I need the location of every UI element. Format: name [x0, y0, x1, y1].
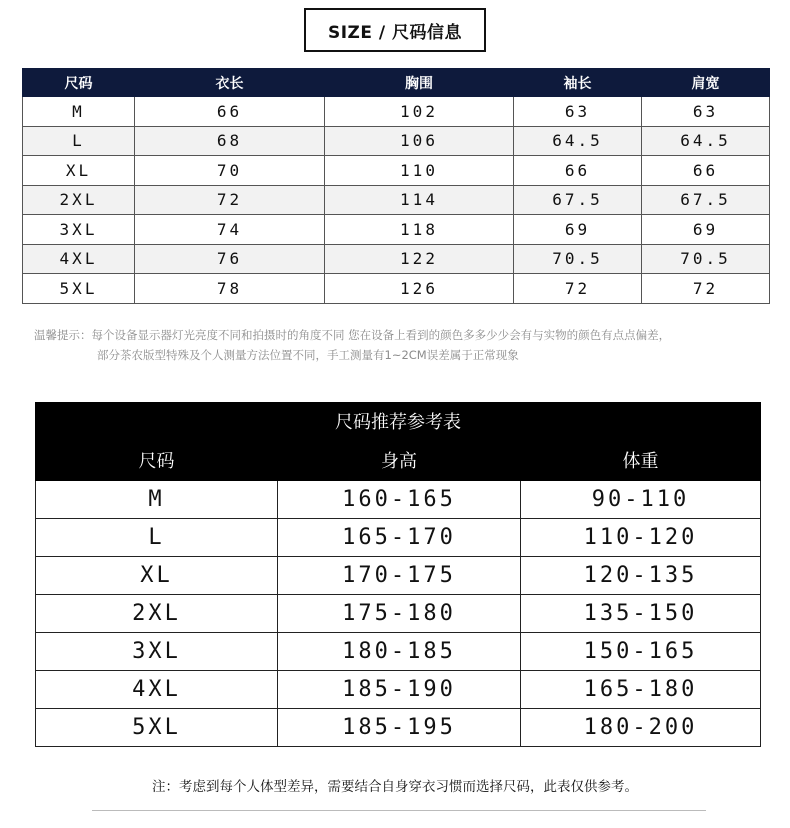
header-shoulder: 肩宽	[642, 69, 770, 97]
header-height: 身高	[278, 440, 521, 481]
cell-chest: 110	[325, 156, 514, 186]
cell-weight: 165-180	[521, 671, 761, 709]
cell-size: L	[23, 126, 135, 156]
cell-length: 70	[135, 156, 325, 186]
cell-size: 3XL	[36, 633, 278, 671]
cell-sleeve: 64.5	[514, 126, 642, 156]
cell-size: 4XL	[23, 244, 135, 274]
table-row	[36, 481, 761, 519]
cell-size: XL	[23, 156, 135, 186]
cell-shoulder: 63	[642, 97, 770, 127]
cell-sleeve: 72	[514, 274, 642, 304]
cell-chest: 106	[325, 126, 514, 156]
cell-size: 4XL	[36, 671, 278, 709]
table-row	[23, 126, 770, 156]
cell-height: 170-175	[278, 557, 521, 595]
cell-chest: 126	[325, 274, 514, 304]
size-table-header-row	[23, 69, 770, 97]
cell-chest: 102	[325, 97, 514, 127]
cell-length: 76	[135, 244, 325, 274]
page-title: SIZE / 尺码信息	[304, 8, 486, 52]
cell-size: XL	[36, 557, 278, 595]
cell-height: 160-165	[278, 481, 521, 519]
cell-height: 165-170	[278, 519, 521, 557]
notice-text	[34, 325, 764, 365]
header-size: 尺码	[23, 69, 135, 97]
cell-weight: 180-200	[521, 709, 761, 747]
cell-shoulder: 72	[642, 274, 770, 304]
cell-length: 74	[135, 215, 325, 245]
header-weight: 体重	[521, 440, 761, 481]
header-chest: 胸围	[325, 69, 514, 97]
cell-sleeve: 66	[514, 156, 642, 186]
table-row	[36, 595, 761, 633]
cell-weight: 110-120	[521, 519, 761, 557]
rec-table-header-row	[36, 440, 761, 481]
cell-shoulder: 67.5	[642, 185, 770, 215]
cell-length: 78	[135, 274, 325, 304]
cell-shoulder: 66	[642, 156, 770, 186]
cell-length: 66	[135, 97, 325, 127]
size-recommendation-table	[35, 402, 761, 747]
table-row	[23, 185, 770, 215]
cell-chest: 118	[325, 215, 514, 245]
cell-chest: 122	[325, 244, 514, 274]
table-row	[36, 671, 761, 709]
table-row	[36, 633, 761, 671]
table-row	[23, 156, 770, 186]
table-row	[23, 274, 770, 304]
cell-length: 72	[135, 185, 325, 215]
cell-weight: 120-135	[521, 557, 761, 595]
cell-weight: 150-165	[521, 633, 761, 671]
table-row	[23, 97, 770, 127]
cell-sleeve: 69	[514, 215, 642, 245]
cell-height: 180-185	[278, 633, 521, 671]
cell-sleeve: 67.5	[514, 185, 642, 215]
cell-weight: 135-150	[521, 595, 761, 633]
header-length: 衣长	[135, 69, 325, 97]
cell-height: 185-190	[278, 671, 521, 709]
notice-line-1: 温馨提示：每个设备显示器灯光亮度不同和拍摄时的角度不同 您在设备上看到的颜色多多少少会有与实物的颜色有点点偏差，	[34, 328, 671, 342]
cell-sleeve: 70.5	[514, 244, 642, 274]
divider	[92, 810, 706, 811]
header-size: 尺码	[36, 440, 278, 481]
cell-shoulder: 69	[642, 215, 770, 245]
cell-chest: 114	[325, 185, 514, 215]
size-info-table	[22, 68, 770, 304]
cell-sleeve: 63	[514, 97, 642, 127]
cell-size: 3XL	[23, 215, 135, 245]
cell-size: 5XL	[36, 709, 278, 747]
notice-line-2: 部分茶农版型特殊及个人测量方法位置不同，手工测量有1~2CM误差属于正常现象	[97, 348, 519, 362]
cell-shoulder: 64.5	[642, 126, 770, 156]
table-row	[23, 244, 770, 274]
cell-size: L	[36, 519, 278, 557]
table-row	[36, 519, 761, 557]
cell-weight: 90-110	[521, 481, 761, 519]
rec-table-caption-row	[36, 403, 761, 440]
rec-table-caption: 尺码推荐参考表	[36, 403, 761, 440]
cell-size: 2XL	[36, 595, 278, 633]
footer-note: 注：考虑到每个人体型差异，需要结合自身穿衣习惯而选择尺码，此表仅供参考。	[152, 779, 638, 795]
table-row	[23, 215, 770, 245]
cell-size: 2XL	[23, 185, 135, 215]
cell-height: 185-195	[278, 709, 521, 747]
cell-shoulder: 70.5	[642, 244, 770, 274]
cell-height: 175-180	[278, 595, 521, 633]
header-sleeve: 袖长	[514, 69, 642, 97]
cell-length: 68	[135, 126, 325, 156]
cell-size: 5XL	[23, 274, 135, 304]
cell-size: M	[36, 481, 278, 519]
table-row	[36, 709, 761, 747]
cell-size: M	[23, 97, 135, 127]
table-row	[36, 557, 761, 595]
